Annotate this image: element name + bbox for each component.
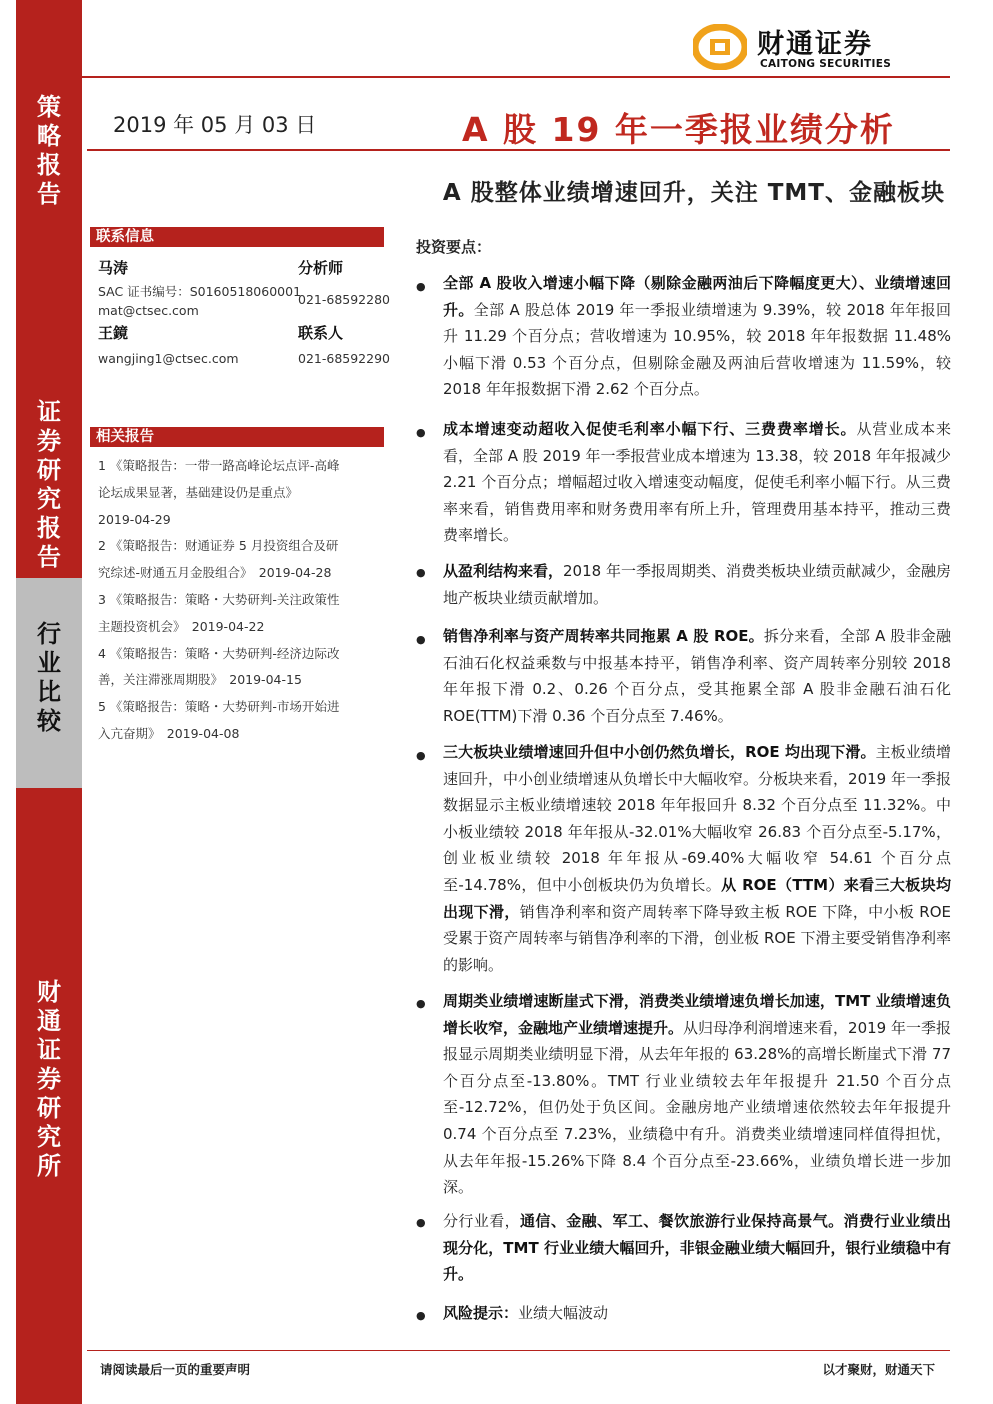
logo-text-en: CAITONG SECURITIES [760, 58, 892, 70]
related-report-line[interactable]: 2 《策略报告：财通证券 5 月投资组合及研 [98, 538, 339, 554]
contact-email[interactable]: wangjing1@ctsec.com [98, 351, 239, 366]
contacts-heading: 联系信息 [90, 227, 384, 247]
report-title: A 股 19 年一季报业绩分析 [462, 110, 895, 149]
risk-label: 风险提示： [443, 1304, 519, 1322]
highlight-lead: 从盈利结构来看， [443, 562, 564, 580]
highlight-lead: 成本增速变动超收入促使毛利率小幅下行、三费费率增长。 [443, 420, 857, 438]
highlight-paragraph-2 [443, 416, 951, 549]
related-report-line: 2019-04-29 [98, 511, 171, 527]
highlight-paragraph-1 [443, 270, 951, 403]
highlight-body: 全部 A 股总体 2019 年一季报业绩增速为 9.39%，较 2018 年年报回升 11.29 个百分点；营收增速为 10.95%，较 2018 年年报数据 11.48%小幅下滑 0.53 个百分点，但剔除金融及两油后营收增速为 11.59%，较 2018 年年报数据下滑 2.62 个百分点。 [443, 300, 951, 399]
bullet-icon: ● [416, 426, 426, 439]
highlight-lead: 销售净利率与资产周转率共同拖累 A 股 ROE。 [443, 627, 764, 645]
contact-role: 联系人 [298, 324, 344, 342]
related-report-line[interactable]: 善，关注滞涨周期股》 2019-04-15 [98, 672, 302, 688]
analyst-name: 马涛 [98, 259, 129, 277]
related-report-line[interactable]: 入亢奋期》 2019-04-08 [98, 725, 240, 741]
highlight-paragraph-8 [443, 1300, 951, 1327]
bullet-icon: ● [416, 1309, 426, 1322]
related-report-line[interactable]: 3 《策略报告：策略・大势研判-关注政策性 [98, 591, 340, 607]
analyst-sac: SAC 证书编号：S0160518060001 [98, 284, 302, 299]
related-report-line[interactable]: 1 《策略报告：一带一路高峰论坛点评-高峰 [98, 458, 340, 473]
highlight-body-2: 销售净利率和资产周转率下降导致主板 ROE 下降，中小板 ROE 受累于资产周转率与销售净利率的下滑，创业板 ROE 下滑主要受销售净利率的影响。 [443, 902, 951, 974]
highlight-paragraph-6 [443, 988, 951, 1201]
highlight-paragraph-3 [443, 558, 951, 611]
highlight-body: 分行业看， [443, 1212, 521, 1230]
related-report-line[interactable]: 究综述-财通五月金股组合》 2019-04-28 [98, 565, 332, 581]
highlight-lead: 全部 A 股收入增速小幅下降（剔除金融两油后下降幅度更大）、业绩增速回升。 [443, 274, 951, 319]
related-reports-list [98, 453, 388, 748]
header-divider [82, 76, 950, 78]
highlight-lead-2: 从 ROE（TTM）来看三大板块均出现下滑， [443, 875, 952, 921]
highlight-paragraph-4 [443, 623, 951, 729]
highlight-lead: 三大板块业绩增速回升但中小创仍然负增长，ROE 均出现下滑。 [443, 743, 876, 761]
title-divider [87, 149, 950, 151]
highlight-lead: 通信、金融、军工、餐饮旅游行业保持高景气。消费行业业绩出现分化，TMT 行业业绩大幅回升，非银金融业绩大幅回升，银行业绩稳中有升。 [443, 1212, 951, 1284]
analyst-phone: 021-68592280 [298, 292, 390, 307]
bullet-icon: ● [416, 566, 426, 579]
bullet-icon: ● [416, 633, 426, 646]
report-date: 2019 年 05 月 03 日 [113, 113, 317, 137]
highlight-lead: 周期类业绩增速断崖式下滑，消费类业绩增速负增长加速，TMT 业绩增速负增长收窄，金融地产业绩增速提升。 [443, 992, 951, 1037]
bullet-icon: ● [416, 749, 426, 762]
related-report-line[interactable]: 5 《策略报告：策略・大势研判-市场开始进 [98, 699, 340, 715]
highlight-paragraph-7 [443, 1208, 951, 1288]
caitong-logo-icon [693, 24, 747, 70]
contact-name: 王鏡 [98, 324, 129, 342]
highlight-body: 从归母净利润增速来看，2019 年一季报报显示周期类业绩明显下滑，从去年年报的 63.28%的高增长断崖式下滑 77 个百分点至-13.80%。TMT 行业业绩较去年年报提升 21.50 个百分点至-12.72%，但仍处于负区间。金融房地产业绩增速依然较去年年报提升 0.74 个百分点至 7.23%，业绩稳中有升。消费类业绩增速同样值得担忧，从去年年报-15.26%下降 8.4 个百分点至-23.66%，业绩负增长进一步加深。 [443, 1018, 951, 1197]
bullet-icon: ● [416, 997, 426, 1010]
related-report-line[interactable]: 主题投资机会》 2019-04-22 [98, 618, 265, 634]
highlight-body: 拆分来看，全部 A 股非金融石油石化权益乘数与中报基本持平，销售净利率、资产周转率分别较 2018 年年报下滑 0.2、0.26 个百分点，受其拖累全部 A 股非金融石油石化 ROE(TTM)下滑 0.36 个百分点至 7.46%。 [443, 627, 951, 725]
footer-divider [87, 1350, 950, 1351]
related-report-line[interactable]: 论坛成果显著，基础建设仍是重点》 [98, 484, 299, 500]
side-label-strategy: 策略报告 [37, 93, 61, 208]
footer-slogan: 以才聚财，财通天下 [822, 1362, 935, 1377]
side-label-industry: 行业比较 [37, 620, 61, 735]
disclaimer-note[interactable]: 请阅读最后一页的重要声明 [100, 1362, 251, 1377]
investment-highlights-heading: 投资要点： [416, 238, 492, 256]
bullet-icon: ● [416, 280, 426, 293]
analyst-email[interactable]: mat@ctsec.com [98, 303, 199, 318]
highlight-body: 从营业成本来看，全部 A 股 2019 年一季报营业成本增速为 13.38，较 2018 年年报减少 2.21 个百分点；增幅超过收入增速变动幅度，促使毛利率小幅下行。从三费率来看，销售费用率和财务费用率有所上升，管理费用基本持平，推动三费费率增长。 [443, 420, 951, 545]
contact-phone: 021-68592290 [298, 351, 390, 366]
report-subtitle: A 股整体业绩增速回升，关注 TMT、金融板块 [442, 180, 945, 206]
logo-text-cn: 财通证券 [757, 29, 873, 60]
highlight-body: 主板业绩增速回升，中小创业绩增速从负增长中大幅收窄。分板块来看，2019 年一季报数据显示主板业绩增速较 2018 年年报回升 8.32 个百分点至 11.32%。中小板业绩较 2018 年年报从-32.01%大幅收窄 26.83 个百分点至-5.17%，创业板业绩较 2018 年年报从-69.40%大幅收窄 54.61 个百分点至-14.78%，但中小创板块仍为负增长。 [443, 743, 951, 894]
side-label-institute: 财通证券研究所 [37, 978, 61, 1180]
risk-text: 业绩大幅波动 [518, 1304, 609, 1322]
bullet-icon: ● [416, 1216, 426, 1229]
side-label-research: 证券研究报告 [37, 398, 61, 571]
analyst-role: 分析师 [298, 259, 344, 277]
highlight-body: 2018 年一季报周期类、消费类板块业绩贡献减少，金融房地产板块业绩贡献增加。 [443, 562, 951, 607]
highlight-paragraph-5 [443, 739, 951, 978]
related-heading: 相关报告 [90, 427, 384, 447]
related-report-line[interactable]: 4 《策略报告：策略・大势研判-经济边际改 [98, 645, 340, 661]
